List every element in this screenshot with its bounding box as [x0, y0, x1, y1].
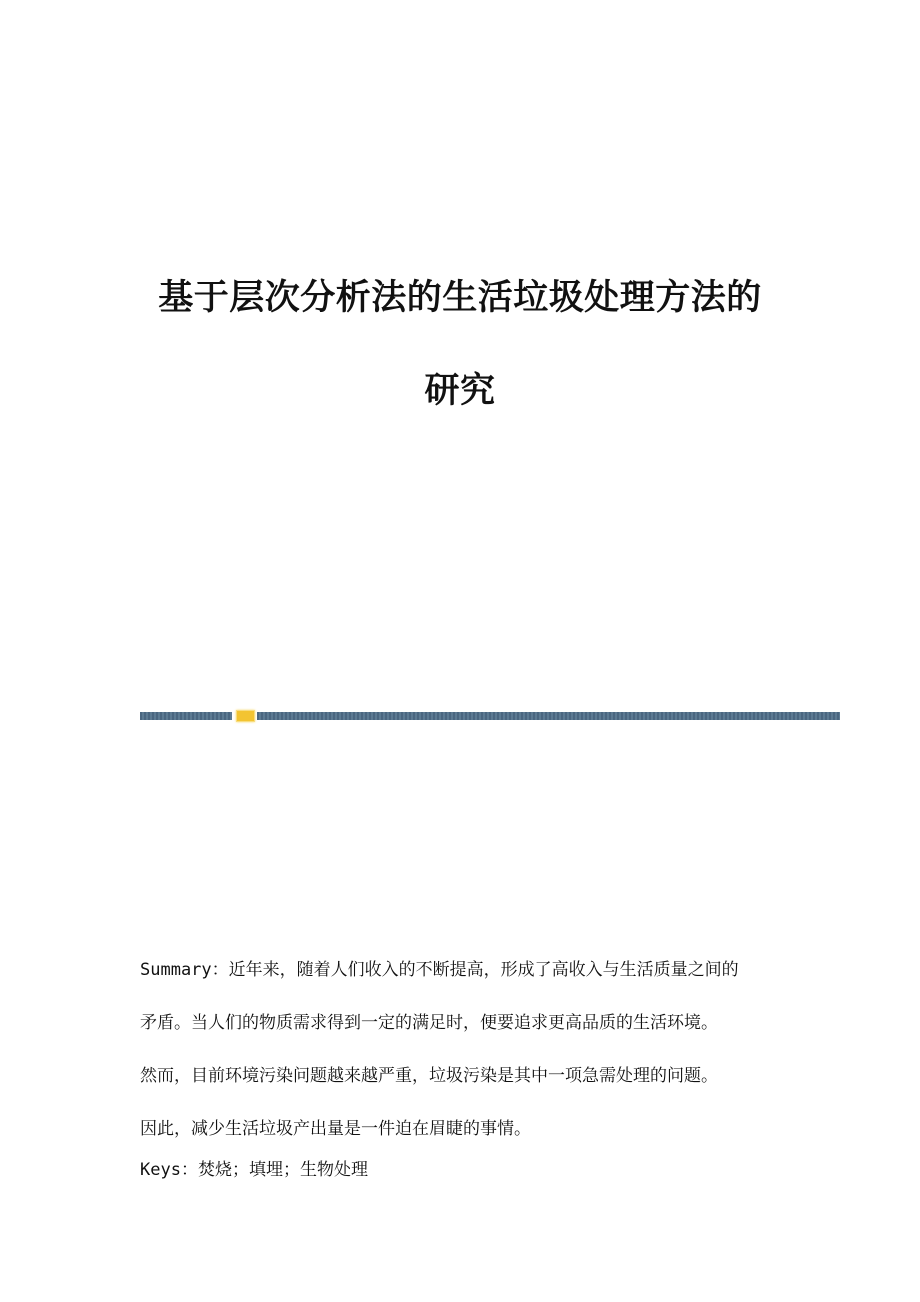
summary-line-1 [140, 955, 739, 980]
divider-ornament-icon [236, 710, 255, 722]
summary-text: 近年来，随着人们收入的不断提高，形成了高收入与生活质量之间的 [228, 960, 739, 980]
divider-left [140, 712, 232, 720]
document-title-line-1: 基于层次分析法的生活垃圾处理方法的 [158, 277, 762, 318]
summary-label: Summary： [140, 960, 229, 980]
divider-right [257, 712, 840, 720]
keys-label: Keys： [140, 1160, 198, 1180]
summary-line-4: 因此，减少生活垃圾产出量是一件迫在眉睫的事情。 [140, 1119, 531, 1139]
summary-line-2: 矛盾。当人们的物质需求得到一定的满足时，便要追求更高品质的生活环境。 [140, 1013, 718, 1033]
keys-value: 焚烧；填埋；生物处理 [197, 1160, 368, 1180]
document-title-line-2: 研究 [424, 370, 496, 411]
summary-line-3: 然而，目前环境污染问题越来越严重，垃圾污染是其中一项急需处理的问题。 [140, 1066, 718, 1086]
keywords [140, 1155, 368, 1180]
